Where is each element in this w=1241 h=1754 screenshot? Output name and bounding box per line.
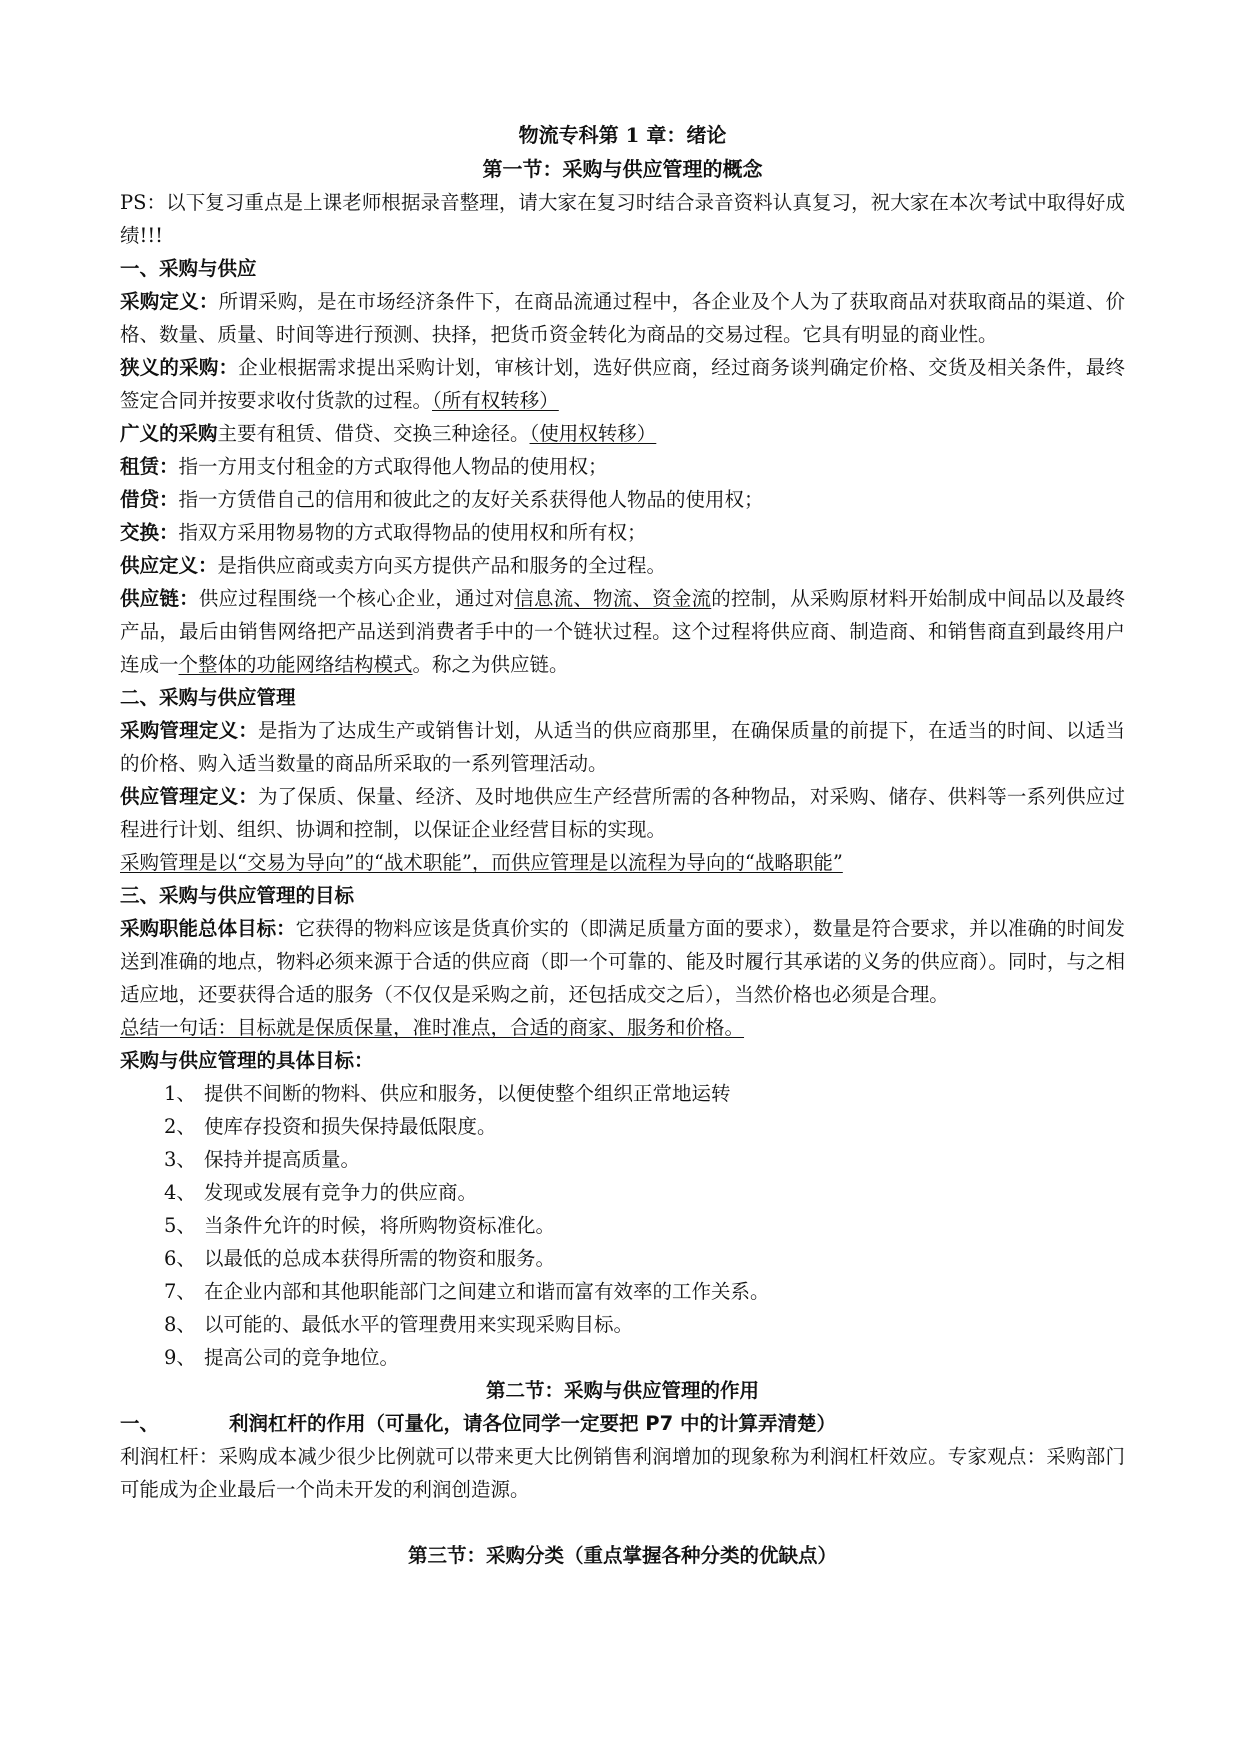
ps-note: PS：以下复习重点是上课老师根据录音整理，请大家在复习时结合录音资料认真复习，祝大家在本次考试中取得好成绩!!! <box>120 191 1125 247</box>
list-item-number: 5、 <box>164 1214 196 1237</box>
overall-goal-term: 采购职能总体目标： <box>120 917 296 940</box>
broad-purchase <box>120 417 1125 450</box>
part3-heading: 三、采购与供应管理的目标 <box>120 884 355 907</box>
borrow-term: 借贷： <box>120 488 179 511</box>
list-item <box>120 1143 1125 1176</box>
list-item-text: 使库存投资和损失保持最低限度。 <box>204 1115 497 1138</box>
supply-definition <box>120 549 1125 582</box>
list-item <box>120 1341 1125 1374</box>
purchase-management-term: 采购管理定义： <box>120 719 258 742</box>
lease-text: 指一方用支付租金的方式取得他人物品的使用权； <box>178 455 608 478</box>
list-item-number: 7、 <box>164 1280 196 1303</box>
exchange-definition <box>120 516 1125 549</box>
specific-goals-heading: 采购与供应管理的具体目标： <box>120 1049 374 1072</box>
goal-summary-text: 总结一句话：目标就是保质保量，准时准点，合适的商家、服务和价格。 <box>120 1016 745 1039</box>
list-item-text: 以最低的总成本获得所需的物资和服务。 <box>204 1247 556 1270</box>
lease-definition <box>120 450 1125 483</box>
narrow-purchase-text: 企业根据需求提出采购计划，审核计划，选好供应商，经过商务谈判确定价格、交货及相关条件，最终签定合同并按要求收付货款的过程。 <box>120 356 1125 412</box>
supply-chain-text-c: 。称之为供应链。 <box>412 653 569 676</box>
exchange-term: 交换： <box>120 521 179 544</box>
part2-heading: 二、采购与供应管理 <box>120 686 296 709</box>
list-item-text: 提高公司的竞争地位。 <box>204 1346 400 1369</box>
broad-purchase-text: 主要有租赁、借贷、交换三种途径。 <box>217 422 530 445</box>
narrow-purchase-term: 狭义的采购： <box>120 356 239 379</box>
purchase-definition <box>120 285 1125 351</box>
supply-chain-flows: 信息流、物流、资金流 <box>514 587 712 610</box>
section2-title: 第二节：采购与供应管理的作用 <box>485 1379 759 1402</box>
chapter-title: 物流专科第 1 章：绪论 <box>518 123 727 147</box>
borrow-definition <box>120 483 1125 516</box>
part1-heading: 一、采购与供应 <box>120 257 257 280</box>
narrow-purchase <box>120 351 1125 417</box>
document-content <box>120 118 1125 1572</box>
list-item-text: 保持并提高质量。 <box>204 1148 361 1171</box>
broad-purchase-term: 广义的采购 <box>120 422 218 445</box>
supply-term: 供应定义： <box>120 554 218 577</box>
borrow-text: 指一方赁借自己的信用和彼此之的友好关系获得他人物品的使用权； <box>178 488 764 511</box>
supply-chain-term: 供应链： <box>120 587 199 610</box>
profit-lever-text: 利润杠杆：采购成本减少很少比例就可以带来更大比例销售利润增加的现象称为利润杠杆效应。专家观点：采购部门可能成为企业最后一个尚未开发的利润创造源。 <box>120 1445 1125 1501</box>
profit-lever-heading-text: 利润杠杆的作用（可量化，请各位同学一定要把 P7 中的计算弄清楚） <box>229 1412 836 1435</box>
list-item-text: 发现或发展有竞争力的供应商。 <box>204 1181 478 1204</box>
list-item-number: 3、 <box>164 1148 196 1171</box>
list-item <box>120 1077 1125 1110</box>
supply-text: 是指供应商或卖方向买方提供产品和服务的全过程。 <box>217 554 667 577</box>
supply-chain-definition <box>120 582 1125 681</box>
narrow-purchase-note: （所有权转移） <box>432 389 559 412</box>
list-item-text: 以可能的、最低水平的管理费用来实现采购目标。 <box>204 1313 634 1336</box>
lease-term: 租赁： <box>120 455 179 478</box>
profit-lever-heading <box>120 1407 1125 1440</box>
list-item-number: 1、 <box>164 1082 196 1105</box>
blank-line <box>120 1506 1125 1539</box>
profit-lever-heading-number: 一、 <box>120 1412 160 1435</box>
list-item <box>120 1242 1125 1275</box>
list-item-number: 4、 <box>164 1181 196 1204</box>
purchase-definition-text: 所谓采购，是在市场经济条件下，在商品流通过程中，各企业及个人为了获取商品对获取商品的渠道、价格、数量、质量、时间等进行预测、抉择，把货币资金转化为商品的交易过程。它具有明显的商业性。 <box>120 290 1125 346</box>
exchange-text: 指双方采用物易物的方式取得物品的使用权和所有权； <box>178 521 647 544</box>
list-item-number: 6、 <box>164 1247 196 1270</box>
list-item-text: 提供不间断的物料、供应和服务，以便使整个组织正常地运转 <box>204 1082 731 1105</box>
list-item-text: 当条件允许的时候，将所购物资标准化。 <box>204 1214 556 1237</box>
list-item-text: 在企业内部和其他职能部门之间建立和谐而富有效率的工作关系。 <box>204 1280 770 1303</box>
goal-summary <box>120 1011 1125 1044</box>
supply-management-term: 供应管理定义： <box>120 785 258 808</box>
section1-title: 第一节：采购与供应管理的概念 <box>482 157 763 181</box>
purchase-management-text: 是指为了达成生产或销售计划，从适当的供应商那里，在确保质量的前提下，在适当的时间、以适当的价格、购入适当数量的商品所采取的一系列管理活动。 <box>120 719 1125 775</box>
specific-goals-list <box>120 1077 1125 1374</box>
list-item <box>120 1275 1125 1308</box>
list-item-number: 8、 <box>164 1313 196 1336</box>
list-item <box>120 1110 1125 1143</box>
overall-goal <box>120 912 1125 1011</box>
broad-purchase-note: （使用权转移） <box>529 422 657 445</box>
section3-title: 第三节：采购分类（重点掌握各种分类的优缺点） <box>407 1544 837 1567</box>
overall-goal-text: 它获得的物料应该是货真价实的（即满足质量方面的要求），数量是符合要求，并以准确的时间发送到准确的地点，物料必须来源于合适的供应商（即一个可靠的、能及时履行其承诺的义务的供应商）。同时，与之相适应地，还要获得合适的服务（不仅仅是采购之前，还包括成交之后），当然价格也必须是合理。 <box>120 917 1125 1006</box>
purchase-management-definition <box>120 714 1125 780</box>
supply-chain-text-b: 的控制，从采购原材料开始制成中间品以及最终产品，最后由销售网络把产品送到消费者手中的一个链状过程。这个过程将供应商、制造商、和销售商直到最终用户连成一 <box>120 587 1125 676</box>
supply-chain-text-a: 供应过程围绕一个核心企业，通过对 <box>198 587 515 610</box>
list-item <box>120 1176 1125 1209</box>
list-item-number: 2、 <box>164 1115 196 1138</box>
list-item-number: 9、 <box>164 1346 196 1369</box>
management-comparison <box>120 846 1125 879</box>
purchase-definition-term: 采购定义： <box>120 290 219 313</box>
supply-management-definition <box>120 780 1125 846</box>
supply-chain-model: 个整体的功能网络结构模式 <box>178 653 413 676</box>
supply-management-text: 为了保质、保量、经济、及时地供应生产经营所需的各种物品，对采购、储存、供料等一系列供应过程进行计划、组织、协调和控制，以保证企业经营目标的实现。 <box>120 785 1125 841</box>
management-comparison-text: 采购管理是以“交易为导向”的“战术职能”，而供应管理是以流程为导向的“战略职能” <box>120 851 843 874</box>
list-item <box>120 1209 1125 1242</box>
list-item <box>120 1308 1125 1341</box>
